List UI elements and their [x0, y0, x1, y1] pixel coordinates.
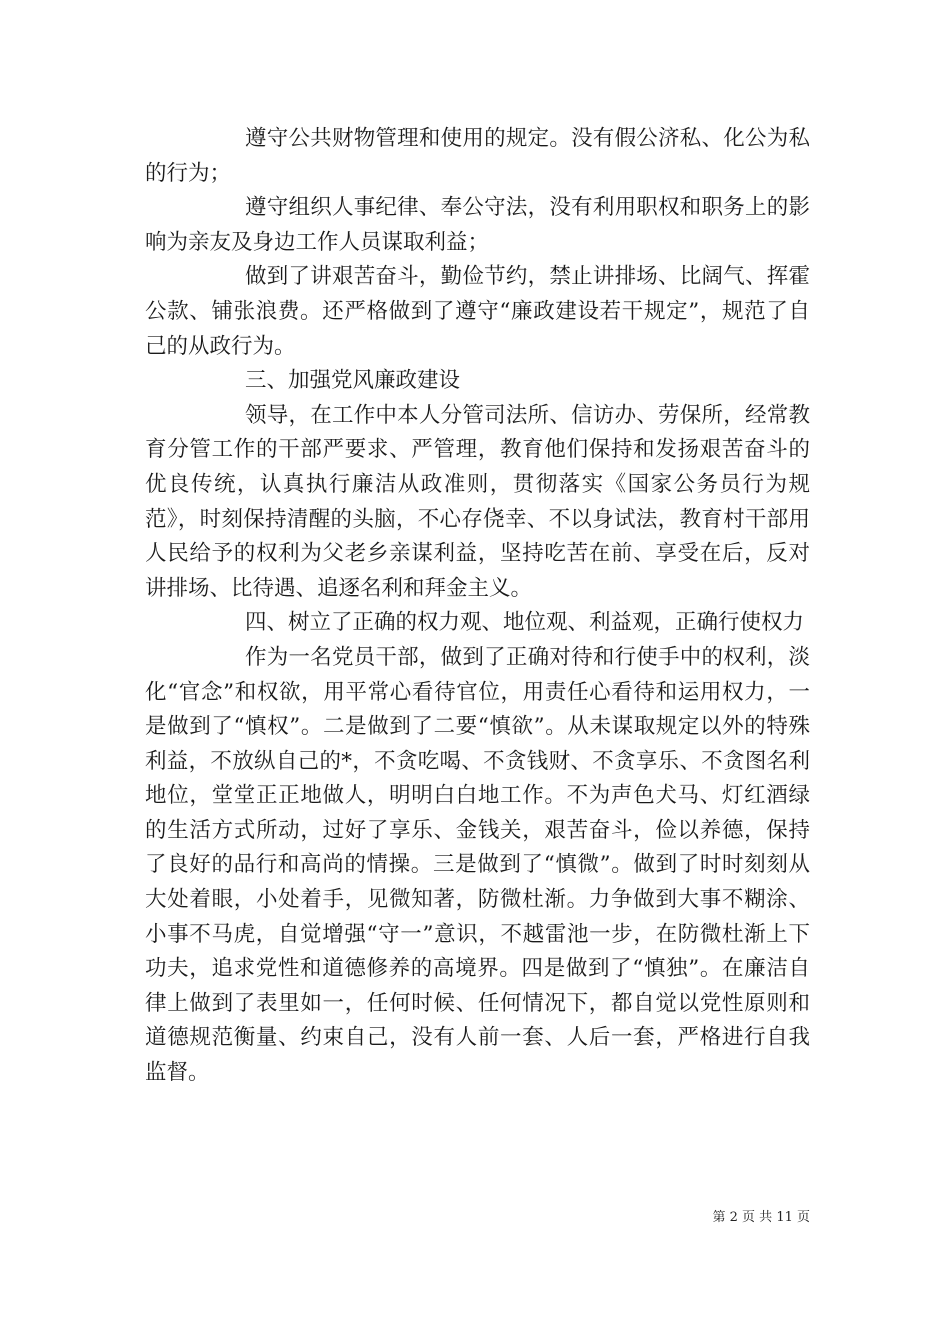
page-number-footer: 第 2 页 共 11 页 [712, 1210, 810, 1225]
paragraph-leadership: 领导，在工作中本人分管司法所、信访办、劳保所，经常教育分管工作的干部严要求、严管理，教育他们保持和发扬艰苦奋斗的优良传统，认真执行廉洁从政准则，贯彻落实《国家公务员行为规范》，时刻保持清醒的头脑，不心存侥幸、不以身试法，教育村干部用人民给予的权利为父老乡亲谋利益，坚持吃苦在前、享受在后，反对讲排场、比待遇、追逐名利和拜金主义。 [145, 402, 810, 601]
paragraph-public-property: 遵守公共财物管理和使用的规定。没有假公济私、化公为私的行为； [145, 126, 810, 186]
paragraph-frugality: 做到了讲艰苦奋斗，勤俭节约，禁止讲排场、比阔气、挥霍公款、铺张浪费。还严格做到了遵守“廉政建设若干规定”，规范了自己的从政行为。 [145, 264, 810, 359]
paragraph-party-member: 作为一名党员干部，做到了正确对待和行使手中的权利，淡化“官念”和权欲，用平常心看待官位，用责任心看待和运用权力，一是做到了“慎权”。二是做到了二要“慎欲”。从未谋取规定以外的特殊利益，不放纵自己的*，不贪吃喝、不贪钱财、不贪享乐、不贪图名利地位，堂堂正正地做人，明明白白地工作。不为声色犬马、灯红酒绿的生活方式所动，过好了享乐、金钱关，艰苦奋斗，俭以养德，保持了良好的品行和高尚的情操。三是做到了“慎微”。做到了时时刻刻从大处着眼，小处着手，见微知著，防微杜渐。力争做到大事不糊涂、小事不马虎，自觉增强“守一”意识，不越雷池一步，在防微杜渐上下功夫，追求党性和道德修养的高境界。四是做到了“慎独”。在廉洁自律上做到了表里如一，任何时候、任何情况下，都自觉以党性原则和道德规范衡量、约束自己，没有人前一套、人后一套，严格进行自我监督。 [145, 644, 810, 1086]
paragraph-personnel-discipline: 遵守组织人事纪律、奉公守法，没有利用职权和职务上的影响为亲友及身边工作人员谋取利益； [145, 195, 810, 255]
section-heading-4: 四、树立了正确的权力观、地位观、利益观，正确行使权力 [245, 610, 805, 636]
document-body [145, 122, 810, 1091]
section-heading-3: 三、加强党风廉政建设 [245, 368, 461, 394]
